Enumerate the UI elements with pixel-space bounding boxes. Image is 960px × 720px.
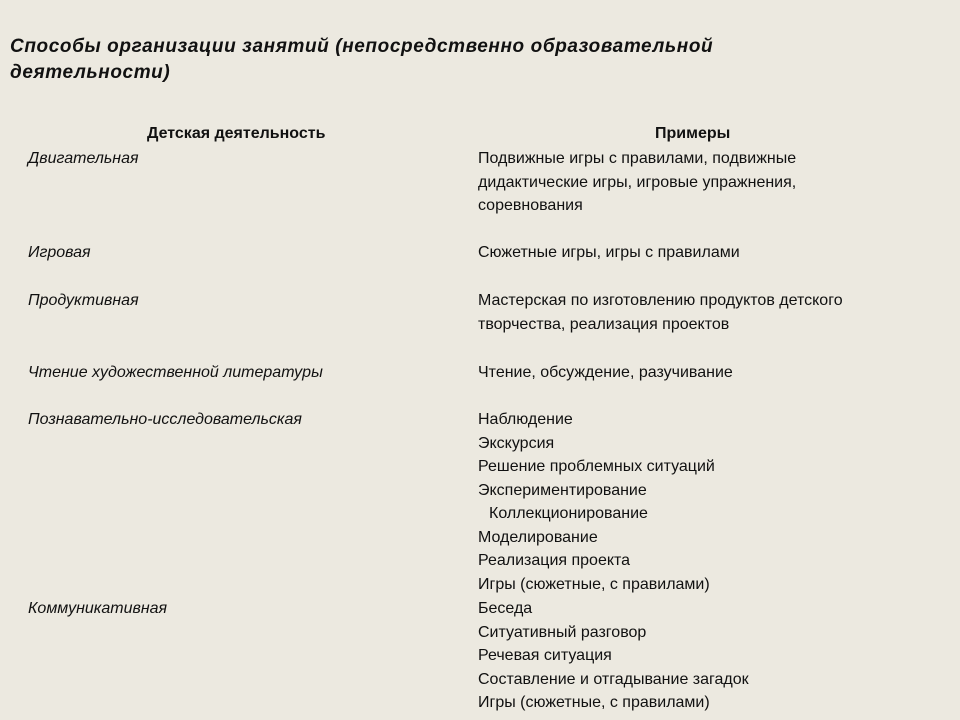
example-line: Реализация проекта: [478, 552, 631, 569]
examples-cell: [478, 408, 918, 596]
activity-cell: Коммуникативная: [28, 600, 168, 617]
example-line: Чтение, обсуждение, разучивание: [478, 364, 733, 381]
example-line: Мастерская по изготовлению продуктов детского: [478, 292, 843, 309]
example-line: Игры (сюжетные, с правилами): [478, 694, 710, 711]
example-line: Составление и отгадывание загадок: [478, 670, 749, 688]
activity-cell: Познавательно-исследовательская: [28, 411, 302, 428]
example-line: Экспериментирование: [478, 481, 647, 499]
example-line: творчества, реализация проектов: [478, 315, 730, 333]
activity-cell: Игровая: [28, 244, 91, 261]
example-line: Решение проблемных ситуаций: [478, 458, 715, 475]
page-title: Способы организации занятий (непосредственно образовательной деятельности): [10, 36, 714, 83]
example-line: Коллекционирование: [489, 505, 648, 522]
example-line: Сюжетные игры, игры с правилами: [478, 244, 740, 261]
example-line: Беседа: [478, 600, 533, 617]
example-line: Ситуативный разговор: [478, 623, 647, 641]
activity-cell: Двигательная: [28, 150, 139, 167]
activity-cell: Чтение художественной литературы: [28, 364, 323, 381]
example-line: дидактические игры, игровые упражнения,: [478, 173, 797, 191]
column-header-examples: Примеры: [655, 125, 731, 142]
example-line: соревнования: [478, 197, 583, 214]
example-line: Игры (сюжетные, с правилами): [478, 575, 710, 593]
activity-cell: Продуктивная: [28, 292, 139, 309]
example-line: Наблюдение: [478, 411, 573, 428]
column-header-activity: Детская деятельность: [147, 125, 326, 142]
examples-cell: [478, 597, 918, 715]
examples-cell: [478, 241, 918, 265]
example-line: Подвижные игры с правилами, подвижные: [478, 150, 797, 167]
example-line: Экскурсия: [478, 434, 555, 452]
examples-cell: [478, 361, 918, 385]
examples-cell: [478, 289, 918, 336]
examples-cell: [478, 147, 918, 218]
example-line: Моделирование: [478, 528, 598, 546]
example-line: Речевая ситуация: [478, 647, 612, 664]
